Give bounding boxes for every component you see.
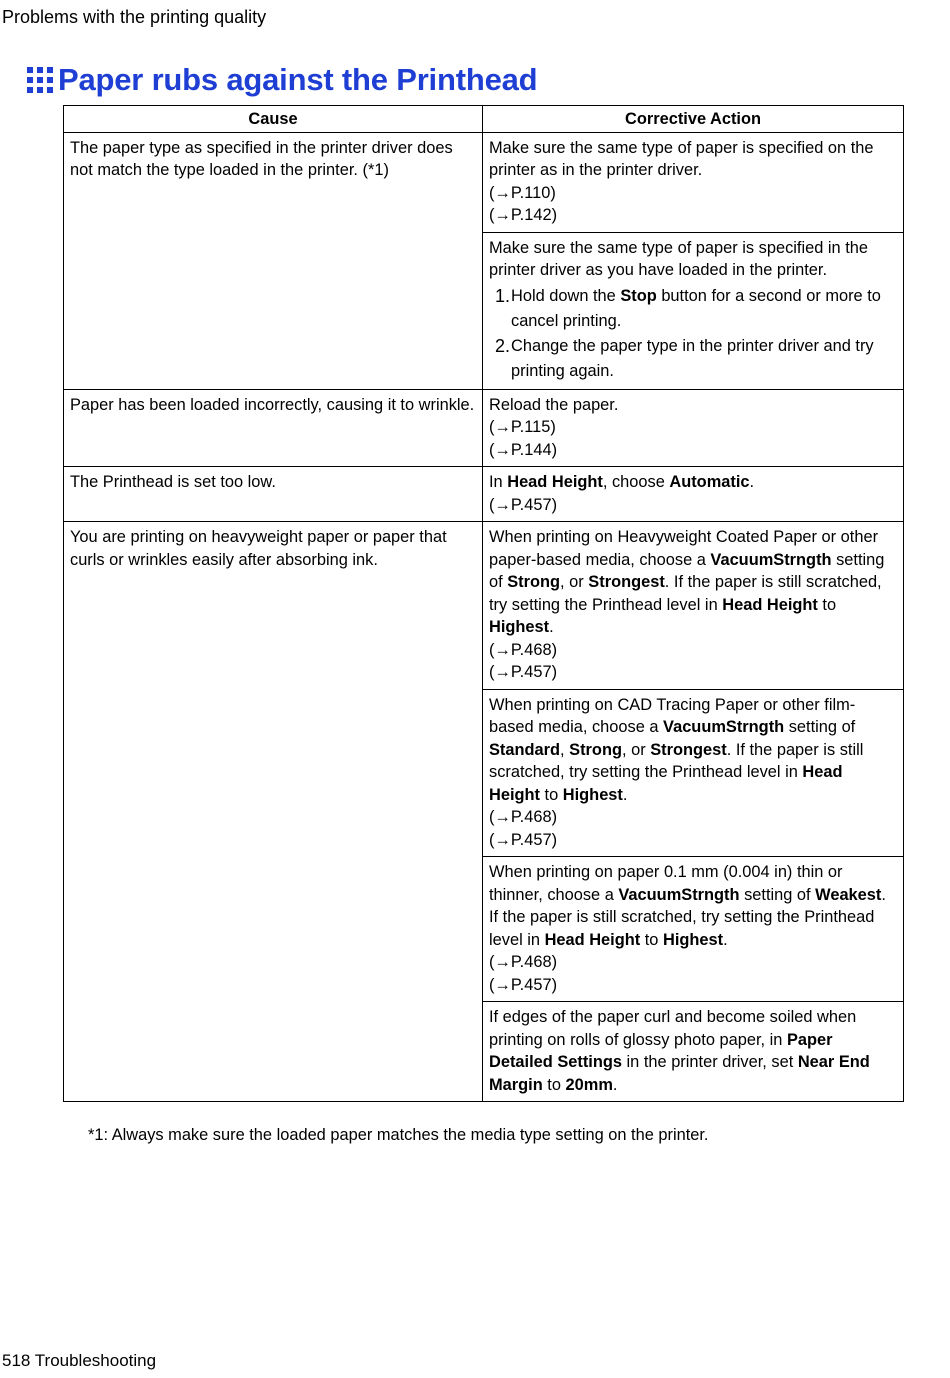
column-header-cause: Cause [64,106,483,133]
page-reference-link[interactable]: (→P.115) [489,418,556,436]
action-cell: When printing on Heavyweight Coated Paper or other paper-based media, choose a VacuumStrngth setting of Strong, or Strongest. If the paper is still scratched, try setting the Printhead level in Head Height to Highest. (→P.468) (→P.457) [483,522,904,690]
table-header-row [64,106,904,133]
action-cell: When printing on paper 0.1 mm (0.004 in) thin or thinner, choose a VacuumStrngth setting of Weakest. If the paper is still scratched, try setting the Printhead level in Head Height to Highest. (→P.468) (→P.457) [483,857,904,1002]
page-reference-link[interactable]: (→P.457) [489,663,558,681]
table-row [64,467,904,522]
page-reference-link[interactable]: (→P.110) [489,183,556,202]
troubleshooting-table [63,105,904,1102]
step-number: 1. [495,285,511,306]
steps-list [489,284,897,384]
cause-cell [64,522,483,1102]
action-cell: When printing on CAD Tracing Paper or other film-based media, choose a VacuumStrngth setting of Standard, Strong, or Strongest. If the paper is still scratched, try setting the Printhead level in Head Height to Highest. (→P.468) (→P.457) [483,689,904,857]
page-reference-link[interactable]: (→P.457) [489,830,558,849]
table-row [64,522,904,690]
page-reference-link[interactable]: (→P.457) [489,975,558,994]
page-reference-link[interactable]: (→P.142) [489,206,558,224]
action-cell [483,389,904,467]
column-header-corrective-action: Corrective Action [483,106,904,133]
page-reference-link[interactable]: (→P.468) [489,640,558,659]
step-number: 2. [495,335,511,356]
running-header: Problems with the printing quality [2,7,267,27]
action-cell: In Head Height, choose Automatic. (→P.457) [483,467,904,522]
section-heading [26,60,537,100]
page-reference-link[interactable]: (→P.468) [489,953,558,971]
cause-cell [64,467,483,522]
action-text: Make sure the same type of paper is specified in the printer driver as you have loaded in the printer. [489,238,869,279]
page-title: Paper rubs against the Printhead [58,62,538,97]
footnote: *1: Always make sure the loaded paper matches the media type setting on the printer. [88,1126,709,1144]
list-item: 1. Hold down the Stop button for a second or more to cancel printing. [495,285,881,330]
action-cell [483,132,904,232]
table-row [64,132,904,232]
list-item: 2. Change the paper type in the printer driver and try printing again. [495,335,874,380]
cause-text: Paper has been loaded incorrectly, causing it to wrinkle. [70,395,475,414]
action-text: Reload the paper. [489,395,619,414]
cause-cell [64,132,483,389]
action-cell: If edges of the paper curl and become soiled when printing on rolls of glossy photo paper, in Paper Detailed Settings in the printer driver, set Near End Margin to 20mm. [483,1002,904,1102]
page-reference-link[interactable]: (→P.144) [489,440,558,459]
cause-text: You are printing on heavyweight paper or paper that curls or wrinkles easily after absorbing ink. [70,528,447,569]
page-footer: 518 Troubleshooting [2,1351,157,1370]
action-text: Make sure the same type of paper is specified on the printer as in the printer driver. [489,138,874,179]
grid-bullet-icon [26,66,54,94]
table-row [64,389,904,467]
action-cell [483,232,904,389]
cause-text: The paper type as specified in the printer driver does not match the type loaded in the printer. (*1) [70,138,453,179]
cause-cell [64,389,483,467]
page-reference-link[interactable]: (→P.457) [489,495,558,514]
page-reference-link[interactable]: (→P.468) [489,808,558,826]
cause-text: The Printhead is set too low. [70,473,276,491]
